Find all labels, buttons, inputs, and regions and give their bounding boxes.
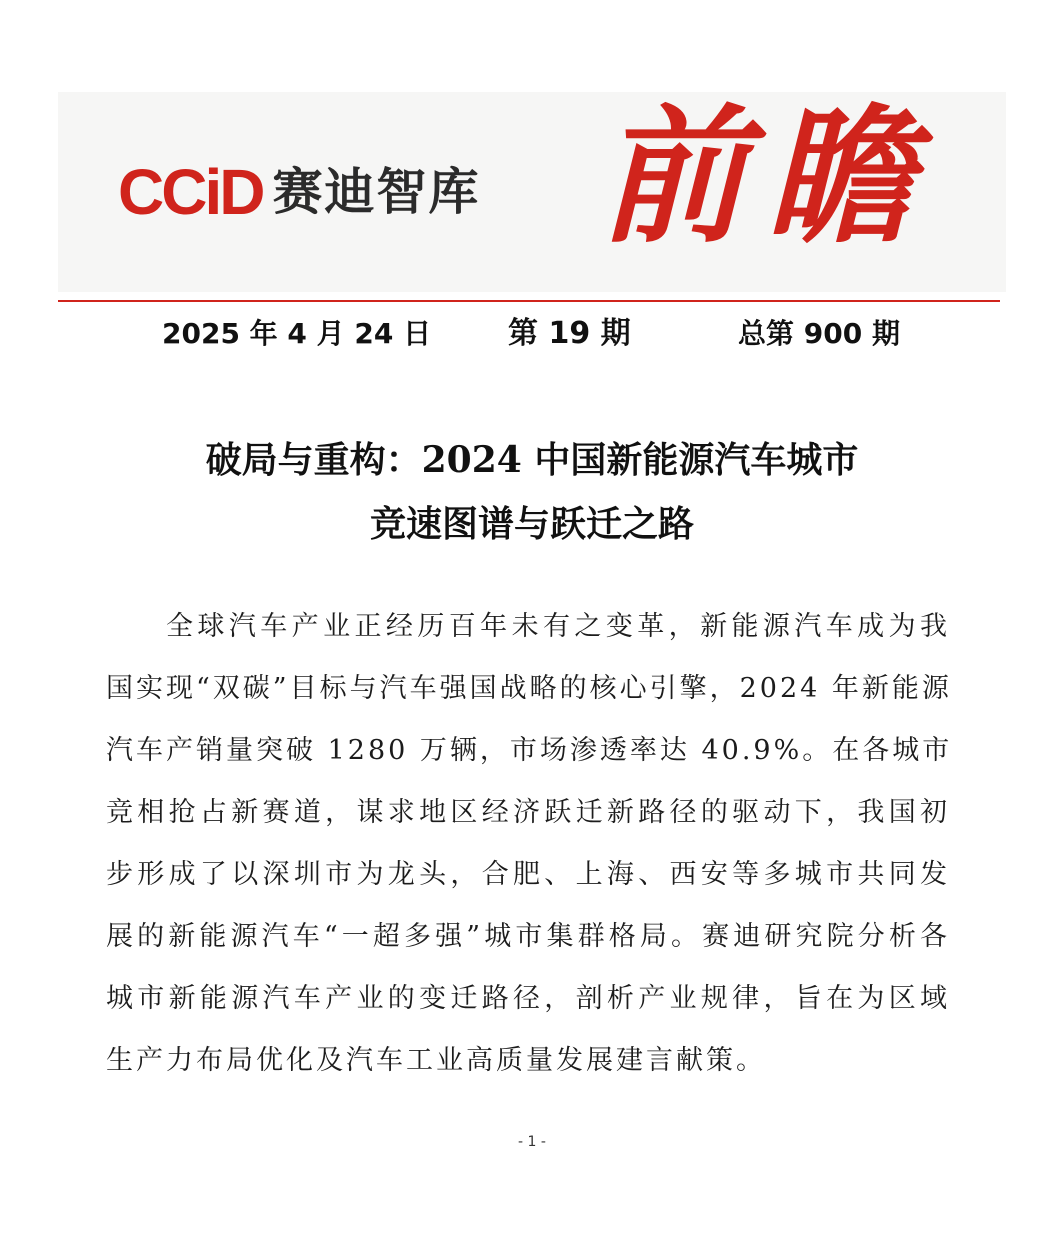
paragraph-line: 汽车产销量突破 1280 万辆，市场渗透率达 40.9%。在各城市 [106, 735, 953, 766]
paragraph-line: 竞相抢占新赛道，谋求地区经济跃迁新路径的驱动下，我国初 [106, 797, 950, 828]
ccid-logo [118, 152, 480, 232]
logo-mark: CCiD [118, 156, 263, 228]
page-number: - 1 - [518, 1134, 546, 1150]
paragraph-line: 国实现“双碳”目标与汽车强国战略的核心引擎，2024 年新能源 [106, 673, 952, 704]
issue-total: 总第 900 期 [738, 317, 900, 350]
paragraph-line: 全球汽车产业正经历百年未有之变革，新能源汽车成为我 [166, 611, 950, 642]
paragraph-line: 生产力布局优化及汽车工业高质量发展建言献策。 [106, 1045, 766, 1076]
headline-line-2: 竞速图谱与跃迁之路 [369, 503, 694, 545]
issue-date: 2025 年 4 月 24 日 [162, 317, 432, 350]
paragraph-line: 步形成了以深圳市为龙头，合肥、上海、西安等多城市共同发 [106, 859, 950, 890]
logo-text: 赛迪智库 [272, 163, 481, 221]
body-paragraph [106, 596, 953, 1092]
paragraph-line: 展的新能源汽车“一超多强”城市集群格局。赛迪研究院分析各 [106, 921, 950, 952]
paragraph-line: 城市新能源汽车产业的变迁路径，剖析产业规律，旨在为区域 [106, 983, 950, 1014]
issue-number: 第 19 期 [508, 316, 631, 351]
masthead-title: 前瞻 [598, 89, 934, 263]
header-divider [58, 300, 1000, 302]
headline-line-1: 破局与重构：2024 中国新能源汽车城市 [205, 439, 859, 481]
masthead [58, 89, 1006, 292]
